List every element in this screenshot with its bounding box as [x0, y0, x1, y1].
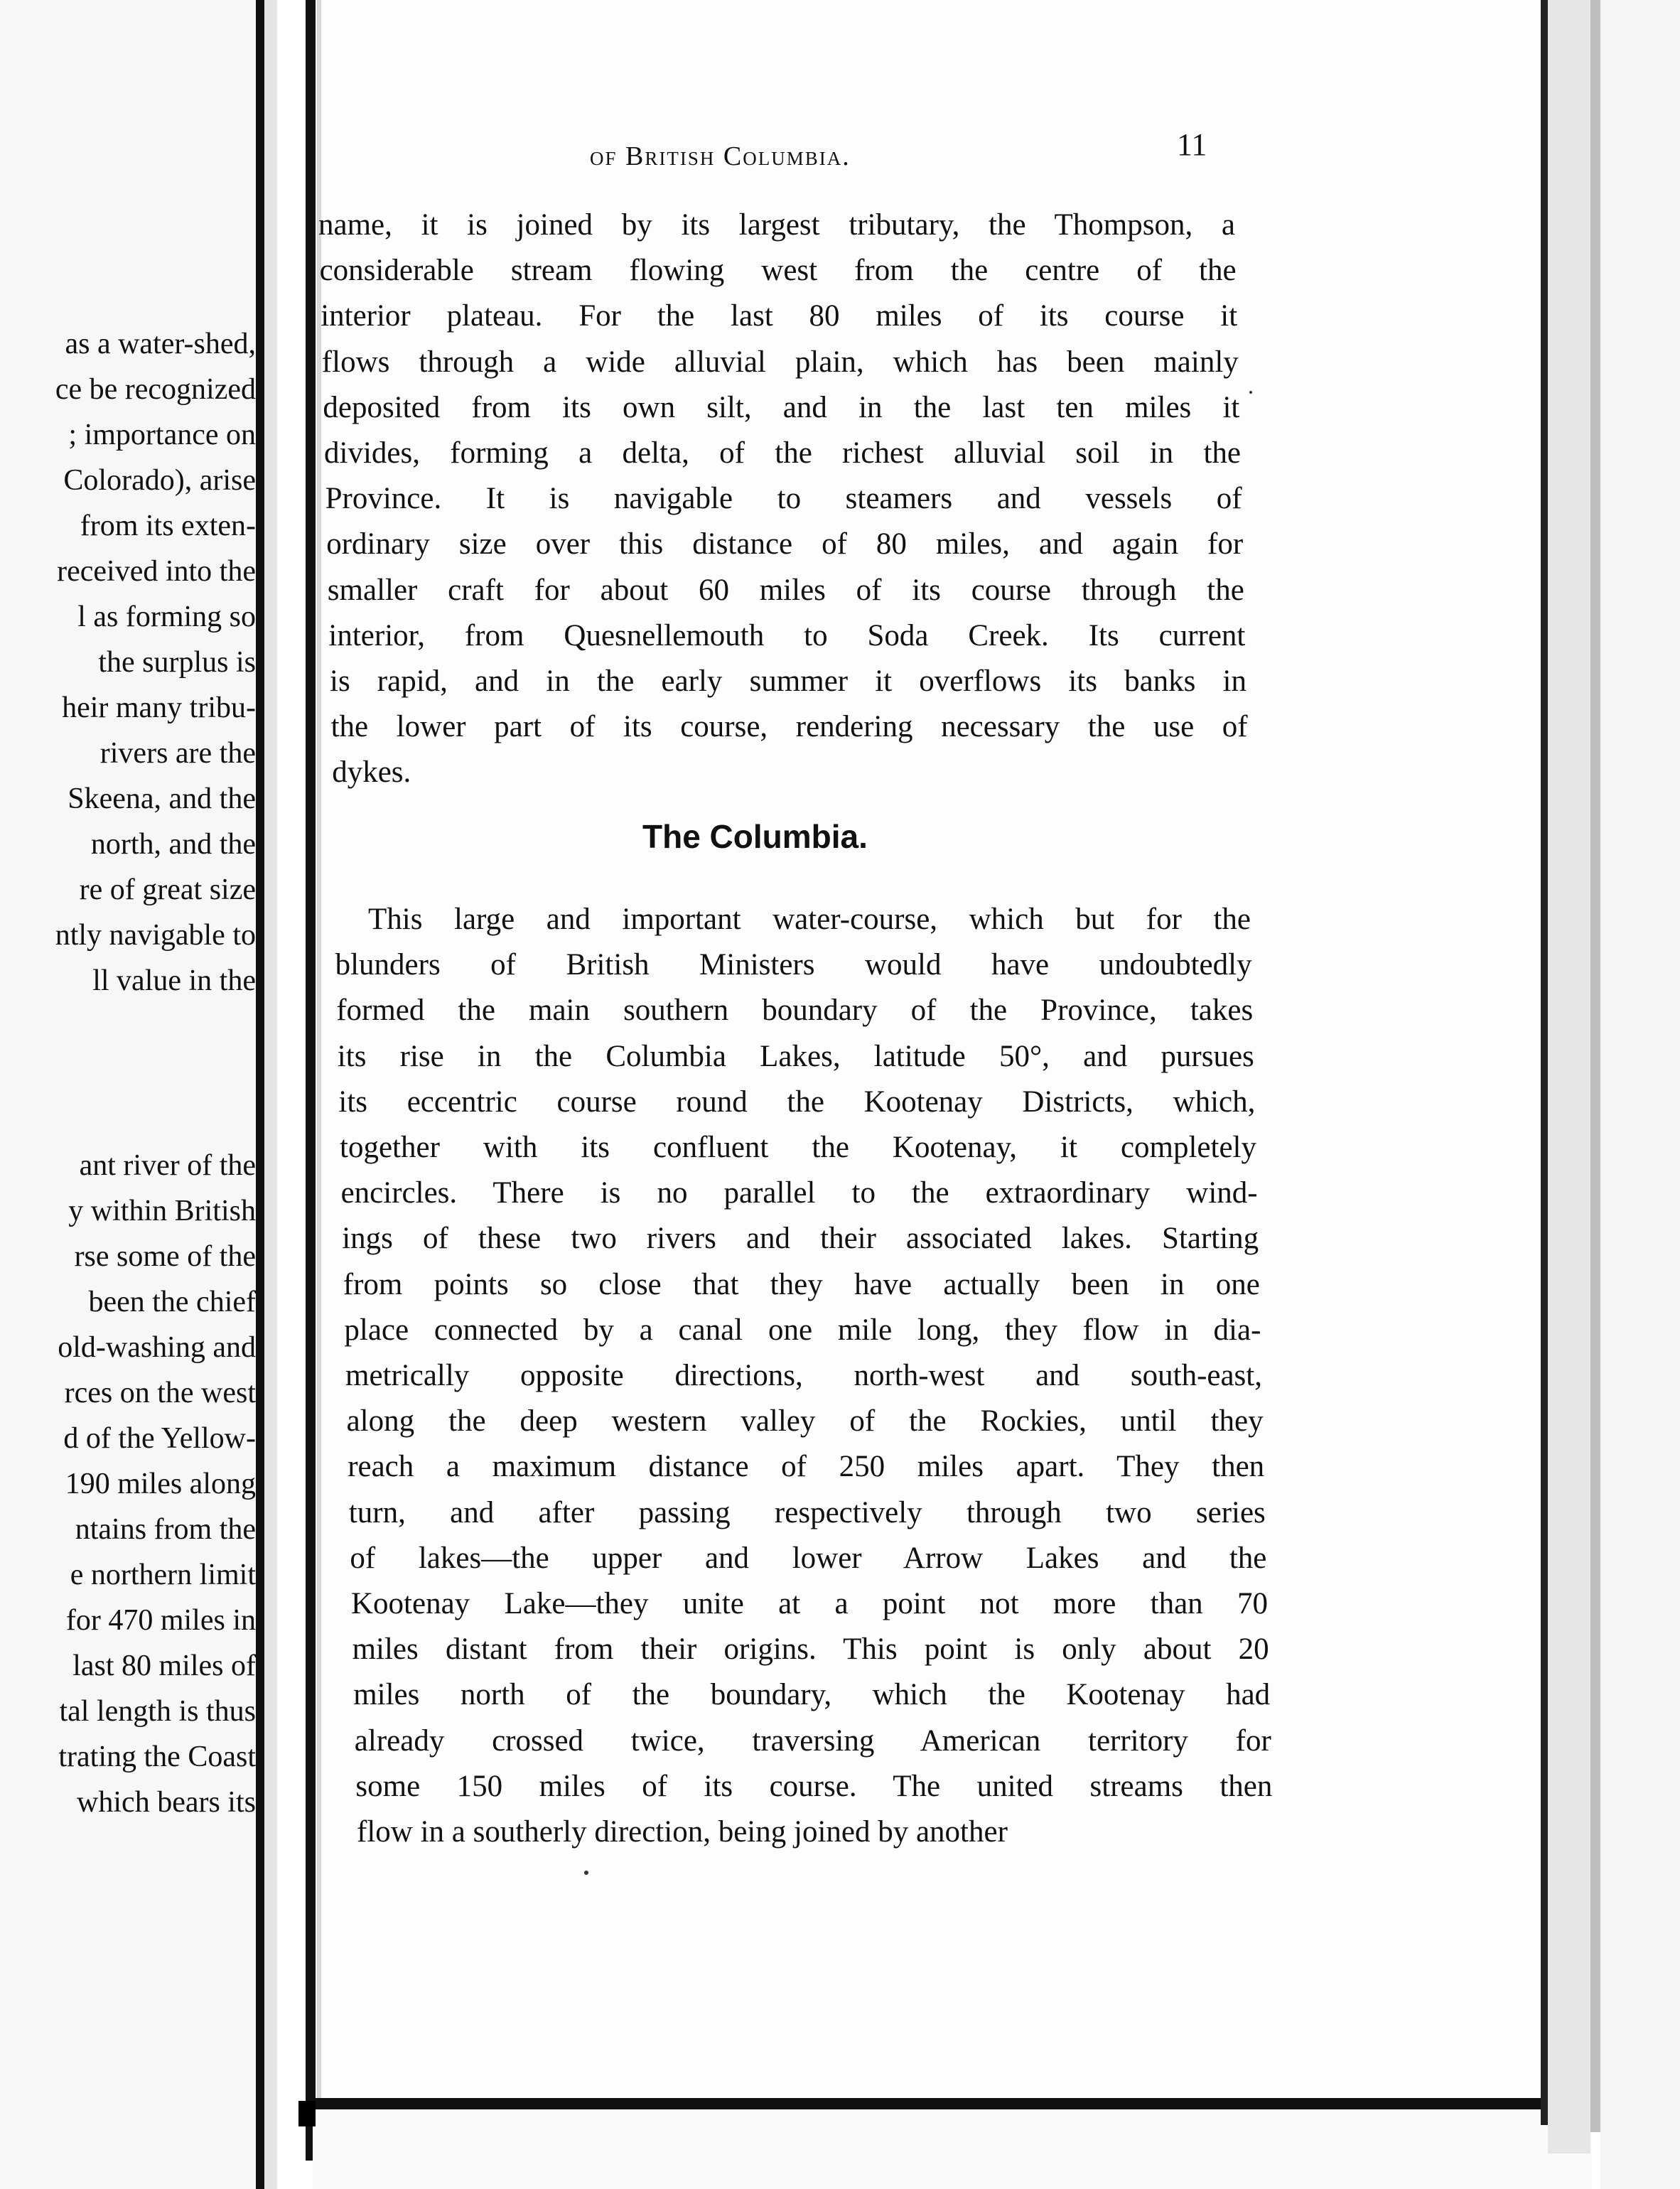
- left-page-line: rse some of the: [74, 1240, 256, 1273]
- left-page-line: rivers are the: [99, 737, 256, 770]
- text-line: name, it is joined by its largest tributary, the Thompson, a: [318, 208, 1235, 242]
- text-line: encircles. There is no parallel to the extraordinary wind-: [340, 1176, 1258, 1210]
- left-page-line: ntains from the: [75, 1513, 256, 1546]
- text-line: dykes.: [332, 755, 411, 790]
- section-heading: The Columbia.: [642, 818, 868, 855]
- text-line: already crossed twice, traversing American territory for: [354, 1723, 1271, 1758]
- text-line: interior plateau. For the last 80 miles of its course it: [321, 299, 1238, 333]
- left-page-line: trating the Coast: [58, 1741, 256, 1773]
- text-line: along the deep western valley of the Rockies, until they: [346, 1404, 1264, 1438]
- left-page-line: ; importance on: [68, 419, 256, 451]
- page-stack-margin: [1600, 0, 1680, 2189]
- page-stack-shadow: [1590, 0, 1600, 2132]
- text-line: flow in a southerly direction, being joined by another: [357, 1815, 1008, 1849]
- left-page-line: ce be recognized: [55, 373, 256, 406]
- page-frame-bottom-margin: [313, 2109, 1592, 2189]
- page-frame-right-edge: [1541, 0, 1548, 2125]
- text-line: place connected by a canal one mile long, they flow in dia-: [344, 1313, 1261, 1347]
- corner-mark: [298, 2101, 316, 2126]
- text-line: ordinary size over this distance of 80 miles, and again for: [326, 527, 1244, 561]
- page-number: 11: [1177, 127, 1207, 162]
- left-page-line: old-washing and: [58, 1331, 256, 1364]
- text-line: reach a maximum distance of 250 miles apart. They then: [348, 1450, 1265, 1484]
- text-line: Kootenay Lake—they unite at a point not more than 70: [351, 1587, 1268, 1620]
- text-line: considerable stream flowing west from the centre of the: [319, 254, 1237, 288]
- running-head: of British Columbia.: [590, 141, 851, 171]
- page-stack-edge: [1548, 0, 1590, 2153]
- gutter: [264, 0, 277, 2189]
- left-page-line: re of great size: [79, 873, 256, 906]
- left-page-line: from its exten-: [80, 510, 256, 542]
- left-page-line: ant river of the: [79, 1149, 256, 1182]
- text-line: miles north of the boundary, which the Kootenay had: [353, 1678, 1271, 1712]
- left-page-line: been the chief: [88, 1286, 256, 1318]
- page-frame-left-edge: [306, 0, 316, 2161]
- text-line: of lakes—the upper and lower Arrow Lakes and the: [350, 1541, 1267, 1575]
- text-line: Province. It is navigable to steamers and vessels of: [325, 482, 1242, 516]
- print-speck: [1249, 391, 1252, 394]
- text-line: ings of these two rivers and their associated lakes. Starting: [342, 1222, 1259, 1256]
- left-page-line: north, and the: [90, 828, 256, 861]
- left-page-line: as a water-shed,: [65, 328, 256, 360]
- text-line: turn, and after passing respectively through two series: [348, 1495, 1266, 1529]
- left-page-line: ntly navigable to: [55, 919, 256, 952]
- left-page-line: d of the Yellow-: [63, 1422, 256, 1455]
- gutter-shadow: [256, 0, 264, 2189]
- text-line: formed the main southern boundary of the Province, takes: [336, 994, 1254, 1028]
- text-line: deposited from its own silt, and in the last ten miles it: [323, 390, 1240, 424]
- text-line: interior, from Quesnellemouth to Soda Creek. Its current: [328, 618, 1246, 652]
- text-line: together with its confluent the Kootenay, it completely: [340, 1131, 1256, 1164]
- left-page-line: Skeena, and the: [68, 782, 256, 815]
- print-speck: [584, 1871, 588, 1875]
- left-page-line: l as forming so: [77, 601, 256, 633]
- left-page-line: tal length is thus: [59, 1695, 256, 1728]
- page-frame-bottom-edge: [313, 2098, 1563, 2109]
- left-page-line: the surplus is: [98, 646, 256, 679]
- left-page-line: for 470 miles in: [65, 1604, 256, 1637]
- left-page-line: ll value in the: [92, 964, 256, 997]
- text-line: is rapid, and in the early summer it overflows its banks in: [330, 665, 1246, 698]
- text-line: its eccentric course round the Kootenay Districts, which,: [338, 1085, 1256, 1119]
- left-page-line: e northern limit: [70, 1559, 256, 1591]
- left-page-line: received into the: [57, 555, 256, 588]
- left-page-line: 190 miles along: [65, 1468, 256, 1500]
- text-line: smaller craft for about 60 miles of its course through the: [327, 573, 1244, 607]
- left-page-line: heir many tribu-: [62, 692, 256, 724]
- left-page-line: which bears its: [77, 1786, 256, 1819]
- left-page-line: rces on the west: [64, 1377, 256, 1409]
- text-line: flows through a wide alluvial plain, which has been mainly: [321, 345, 1239, 379]
- left-page-fragment: [0, 0, 264, 2189]
- left-page-line: y within British: [68, 1195, 256, 1227]
- text-line: This large and important water-course, which but for the: [368, 903, 1251, 936]
- left-page-line: last 80 miles of: [72, 1650, 256, 1682]
- text-line: divides, forming a delta, of the richest alluvial soil in the: [324, 436, 1241, 470]
- left-page-line: Colorado), arise: [63, 464, 256, 497]
- text-line: miles distant from their origins. This point is only about 20: [352, 1633, 1269, 1667]
- text-line: from points so close that they have actually been in one: [343, 1267, 1260, 1301]
- text-line: the lower part of its course, rendering necessary the use of: [330, 710, 1248, 744]
- text-line: some 150 miles of its course. The united streams then: [355, 1769, 1273, 1803]
- text-line: its rise in the Columbia Lakes, latitude 50°, and pursues: [337, 1039, 1254, 1073]
- text-line: metrically opposite directions, north-west and south-east,: [345, 1359, 1262, 1392]
- text-line: blunders of British Ministers would have undoubtedly: [335, 948, 1252, 982]
